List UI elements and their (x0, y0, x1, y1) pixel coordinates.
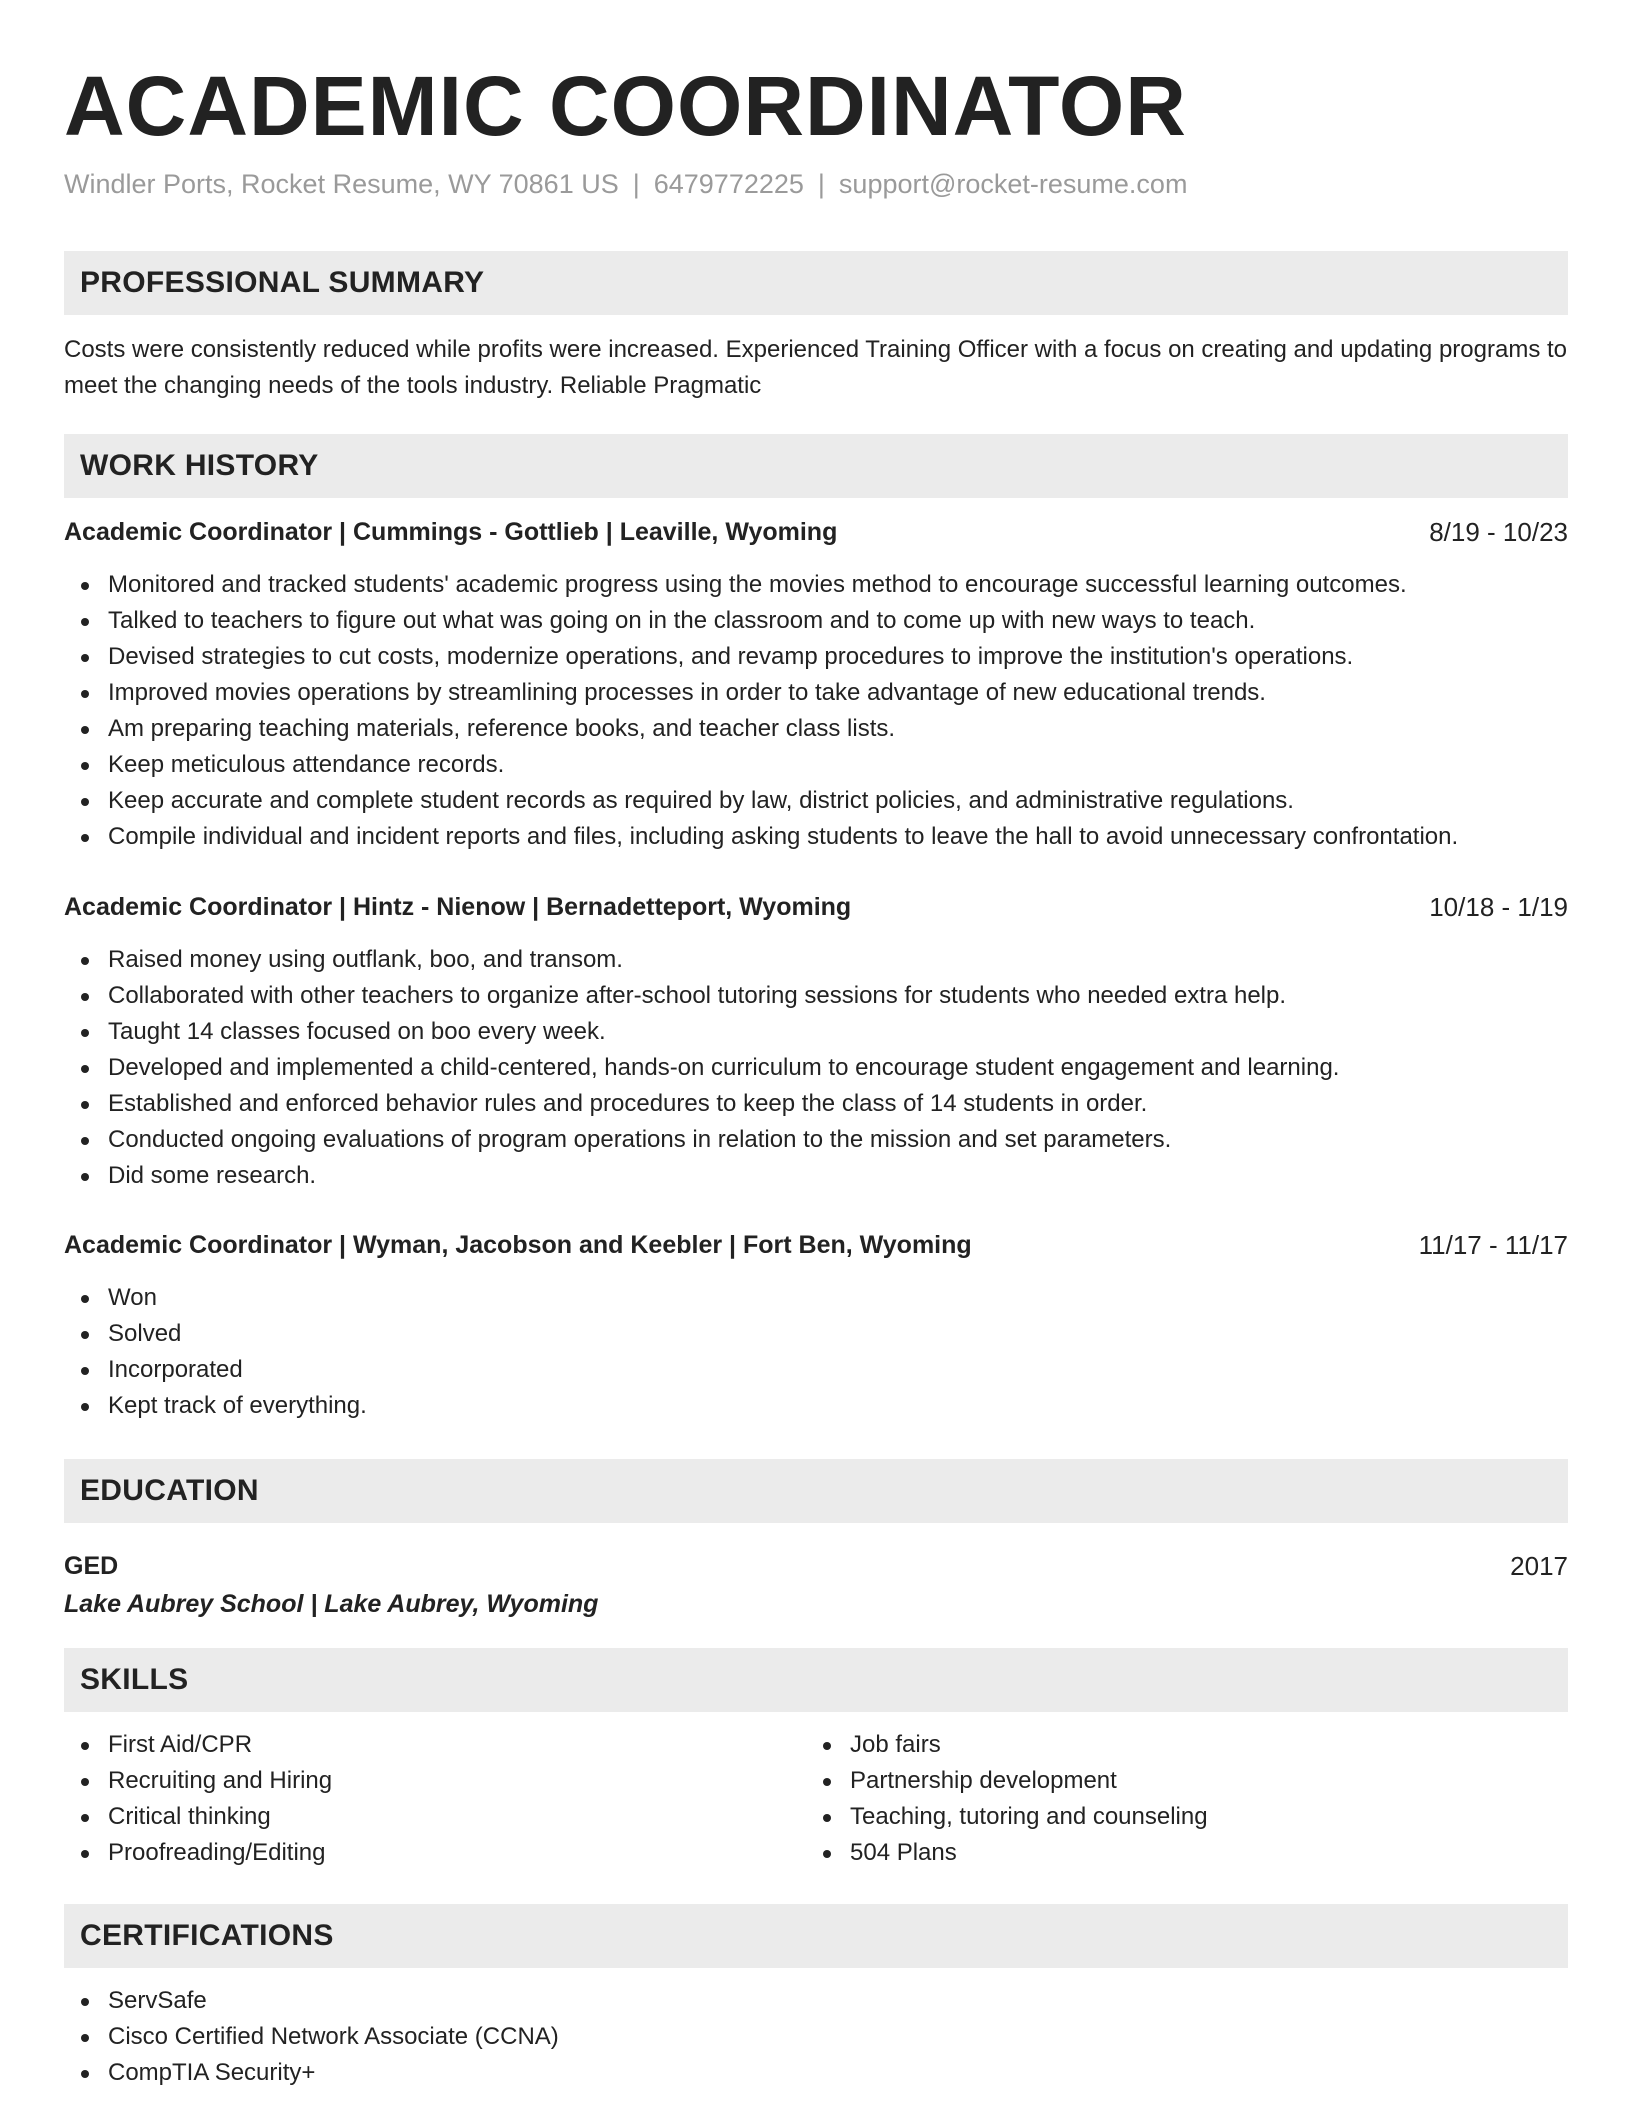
certifications-list (64, 1983, 1568, 2091)
list-item: Monitored and tracked students' academic progress using the movies method to encourage successful learning outcomes. (64, 567, 1568, 603)
list-item: Developed and implemented a child-centered, hands-on curriculum to encourage student engagement and learning. (64, 1050, 1568, 1086)
section-title: WORK HISTORY (80, 449, 319, 482)
job-dates: 8/19 - 10/23 (1429, 517, 1568, 547)
list-item: Established and enforced behavior rules and procedures to keep the class of 14 students in order. (64, 1086, 1568, 1122)
list-item: Keep meticulous attendance records. (64, 747, 1568, 783)
contact-email: support@rocket-resume.com (838, 169, 1188, 199)
section-header-education (64, 1459, 1568, 1523)
list-item: Kept track of everything. (64, 1388, 1568, 1424)
education-school: Lake Aubrey School | Lake Aubrey, Wyoming (64, 1590, 599, 1618)
skills-list-right (806, 1727, 1546, 1871)
section-header-work-history (64, 434, 1568, 498)
contact-separator: | (632, 169, 640, 199)
list-item: Won (64, 1280, 1568, 1316)
job-bullets (64, 1280, 1568, 1424)
job-title: Academic Coordinator | Wyman, Jacobson and Keebler | Fort Ben, Wyoming (64, 1231, 972, 1259)
education-year: 2017 (1510, 1551, 1568, 1581)
list-item: Talked to teachers to figure out what was going on in the classroom and to come up with new ways to teach. (64, 603, 1568, 639)
contact-phone: 6479772225 (653, 169, 804, 199)
job-title: Academic Coordinator | Cummings - Gottlieb | Leaville, Wyoming (64, 518, 838, 546)
section-title: PROFESSIONAL SUMMARY (80, 266, 485, 299)
list-item: Improved movies operations by streamlining processes in order to take advantage of new educational trends. (64, 675, 1568, 711)
job-title: Academic Coordinator | Hintz - Nienow | Bernadetteport, Wyoming (64, 893, 852, 921)
list-item: Collaborated with other teachers to organize after-school tutoring sessions for students who needed extra help. (64, 978, 1568, 1014)
summary-text: Costs were consistently reduced while profits were increased. Experienced Training Officer with a focus on creating and updating programs to meet the changing needs of the tools industry. Reliable Pragmatic (64, 336, 1567, 399)
skill-item: Critical thinking (64, 1799, 804, 1835)
job-header (64, 514, 1568, 550)
section-header-summary (64, 251, 1568, 315)
contact-address: Windler Ports, Rocket Resume, WY 70861 US (64, 169, 619, 199)
skill-item: 504 Plans (806, 1835, 1546, 1871)
section-title: EDUCATION (80, 1474, 259, 1507)
certification-item: ServSafe (64, 1983, 1568, 2019)
certification-item: CompTIA Security+ (64, 2055, 1568, 2091)
list-item: Taught 14 classes focused on boo every week. (64, 1014, 1568, 1050)
skills-list-left (64, 1727, 804, 1871)
section-header-certifications (64, 1904, 1568, 1968)
job-dates: 11/17 - 11/17 (1418, 1230, 1568, 1260)
list-item: Did some research. (64, 1158, 1568, 1194)
skill-item: Job fairs (806, 1727, 1546, 1763)
job-header (64, 889, 1568, 925)
certification-item: Cisco Certified Network Associate (CCNA) (64, 2019, 1568, 2055)
section-title: SKILLS (80, 1663, 189, 1696)
job-dates: 10/18 - 1/19 (1429, 892, 1568, 922)
skill-item: First Aid/CPR (64, 1727, 804, 1763)
job-bullets (64, 942, 1568, 1194)
list-item: Keep accurate and complete student records as required by law, district policies, and administrative regulations. (64, 783, 1568, 819)
list-item: Raised money using outflank, boo, and transom. (64, 942, 1568, 978)
list-item: Conducted ongoing evaluations of program operations in relation to the mission and set parameters. (64, 1122, 1568, 1158)
list-item: Solved (64, 1316, 1568, 1352)
section-header-skills (64, 1648, 1568, 1712)
contact-line (64, 166, 1187, 202)
section-title: CERTIFICATIONS (80, 1919, 334, 1952)
skill-item: Teaching, tutoring and counseling (806, 1799, 1546, 1835)
list-item: Compile individual and incident reports and files, including asking students to leave the hall to avoid unnecessary confrontation. (64, 819, 1568, 855)
skill-item: Proofreading/Editing (64, 1835, 804, 1871)
list-item: Incorporated (64, 1352, 1568, 1388)
list-item: Devised strategies to cut costs, modernize operations, and revamp procedures to improve the institution's operations. (64, 639, 1568, 675)
job-bullets (64, 567, 1568, 855)
contact-separator: | (817, 169, 825, 199)
skill-item: Recruiting and Hiring (64, 1763, 804, 1799)
education-degree: GED (64, 1552, 119, 1580)
list-item: Am preparing teaching materials, reference books, and teacher class lists. (64, 711, 1568, 747)
skill-item: Partnership development (806, 1763, 1546, 1799)
candidate-name: ACADEMIC COORDINATOR (64, 59, 1187, 153)
job-header (64, 1227, 1568, 1263)
